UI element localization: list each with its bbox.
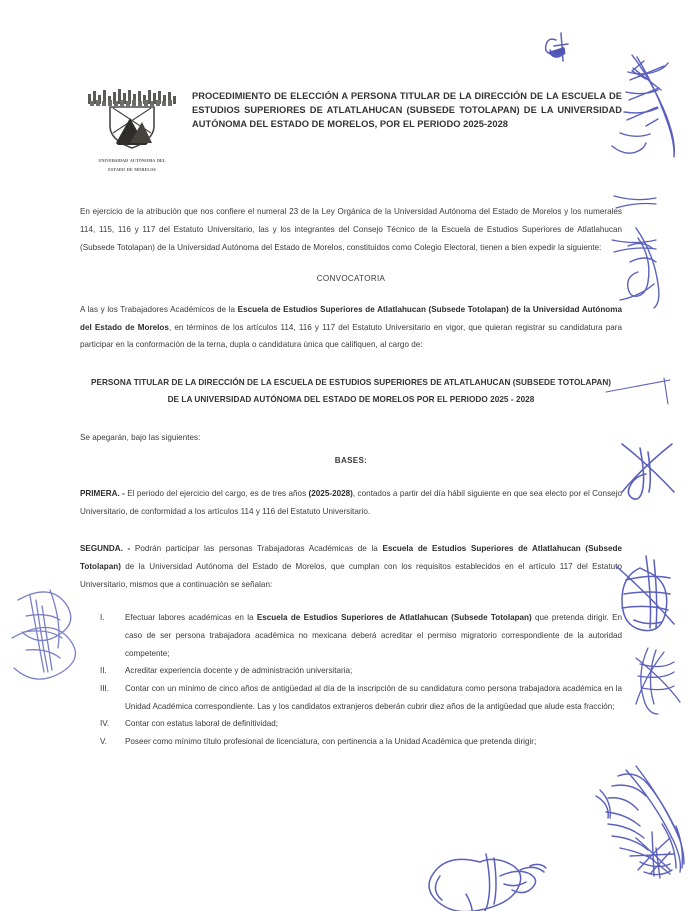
addressing-paragraph — [80, 301, 622, 354]
base-primera — [80, 485, 622, 520]
list-item-pre: Contar con estatus laboral de definitividad; — [125, 719, 278, 729]
list-item-numeral: V. — [100, 736, 107, 746]
logo-caption-line1: universidad autónoma del — [98, 158, 166, 164]
list-item-numeral: I. — [100, 613, 105, 623]
list-item-pre: Acreditar experiencia docente y de administración universitaria; — [125, 666, 353, 676]
logo-caption-line2: estado de morelos — [108, 167, 156, 174]
list-item-pre: Efectuar labores académicas en la — [125, 613, 257, 623]
list-item-numeral: IV. — [100, 719, 110, 729]
base-primera-label: PRIMERA. - — [80, 489, 128, 499]
list-item-pre: Contar con un mínimo de cinco años de antigüedad al día de la inscripción de su candidatura como persona trabajadora académica en la Unidad Académica correspondiente. Las y los candidatos extranjeros deberán cubrir diez años de la antigüedad que alude esta fracción; — [125, 683, 622, 711]
signature-bottom-right — [630, 824, 682, 876]
list-item — [80, 715, 622, 733]
addressing-lead: A las y los Trabajadores Académicos de la — [80, 305, 238, 315]
base-primera-text1: El periodo del ejercicio del cargo, es de tres años — [127, 489, 309, 499]
list-item — [80, 662, 622, 680]
list-item — [80, 680, 622, 715]
bases-heading: BASES: — [334, 456, 368, 466]
base-segunda — [80, 540, 622, 593]
uaem-coat-of-arms-icon — [86, 88, 178, 150]
signature-bottom-center — [429, 854, 546, 911]
list-item-pre: Poseer como mínimo título profesional de licenciatura, con pertinencia a la Unidad Académica que pretenda dirigir; — [125, 736, 537, 746]
document-body — [0, 175, 700, 750]
document-header — [0, 0, 700, 175]
base-primera-period: (2025-2028) — [308, 489, 353, 499]
list-item-post: que pretenda dirigir. En caso de ser persona trabajadora académica no mexicana deberá acreditar el permiso migratorio correspondiente de la autoridad competente; — [125, 613, 622, 658]
base-primera-text2: , contados a partir del día hábil siguiente en que sea electo por el Consejo Universitario, de conformidad a los artículos 114 y 116 del Estatuto Universitario. — [80, 489, 622, 516]
university-logo-block — [80, 86, 184, 175]
page-title: PROCEDIMIENTO DE ELECCIÓN A PERSONA TITULAR DE LA DIRECCIÓN DE LA ESCUELA DE ESTUDIOS SUPERIORES DE ATLATLAHUCAN (SUBSEDE TOTOLAPAN) DE LA UNIVERSIDAD AUTÓNOMA DEL ESTADO DE MORELOS, POR EL PERIODO 2025-2028 — [192, 91, 622, 130]
base-segunda-school: Escuela de Estudios Superiores de Atlatlahucan (Subsede Totolapan) — [80, 544, 622, 572]
list-item-numeral: II. — [100, 666, 107, 676]
base-segunda-text2: de la Universidad Autónoma del Estado de Morelos, que cumplan con los requisitos establecidos en el artículo 117 del Estatuto Universitario, mismos que a continuación se señalan: — [80, 562, 622, 589]
base-segunda-label: SEGUNDA. - — [80, 544, 135, 554]
list-item — [80, 733, 622, 751]
bases-lead: Se apegarán, bajo las siguientes: — [80, 432, 201, 442]
addressing-bold: Escuela de Estudios Superiores de Atlatlahucan (Subsede Totolapan) de la Universidad Autónoma del Estado de Morelos — [80, 305, 622, 332]
convocatoria-heading: CONVOCATORIA — [316, 274, 386, 284]
requirements-list — [80, 609, 622, 750]
logo-caption — [80, 157, 184, 175]
preamble-paragraph: En ejercicio de la atribución que nos confiere el numeral 23 de la Ley Orgánica de la Universidad Autónoma del Estado de Morelos y los numerales 114, 115, 116 y 117 del Estatuto Universitario, las y los integrantes del Consejo Técnico de la Escuela de Estudios Superiores de Atlatlahucan (Subsede Totolapan) de la Universidad Autónoma del Estado de Morelos, constituidos como Colegio Electoral, tienen a bien expedir la siguiente: — [80, 207, 622, 252]
signature-right-dense — [596, 766, 684, 878]
addressing-tail: , en términos de los artículos 114, 116 y 117 del Estatuto Universitario en vigor, que quieran registrar su candidatura para participar en la conformación de la terna, dupla o candidatura única que califiquen, al cargo de: — [80, 322, 622, 350]
list-item — [80, 609, 622, 662]
position-title-block: PERSONA TITULAR DE LA DIRECCIÓN DE LA ESCUELA DE ESTUDIOS SUPERIORES DE ATLATLAHUCAN (SUBSEDE TOTOLAPAN) DE LA UNIVERSIDAD AUTÓNOMA DEL ESTADO DE MORELOS POR EL PERIODO 2025 - 2028 — [90, 378, 612, 405]
list-item-numeral: III. — [100, 683, 109, 693]
list-item-bold: Escuela de Estudios Superiores de Atlatlahucan (Subsede Totolapan) — [256, 613, 532, 623]
base-segunda-text1: Podrán participar las personas Trabajadoras Académicas de la — [134, 544, 383, 554]
